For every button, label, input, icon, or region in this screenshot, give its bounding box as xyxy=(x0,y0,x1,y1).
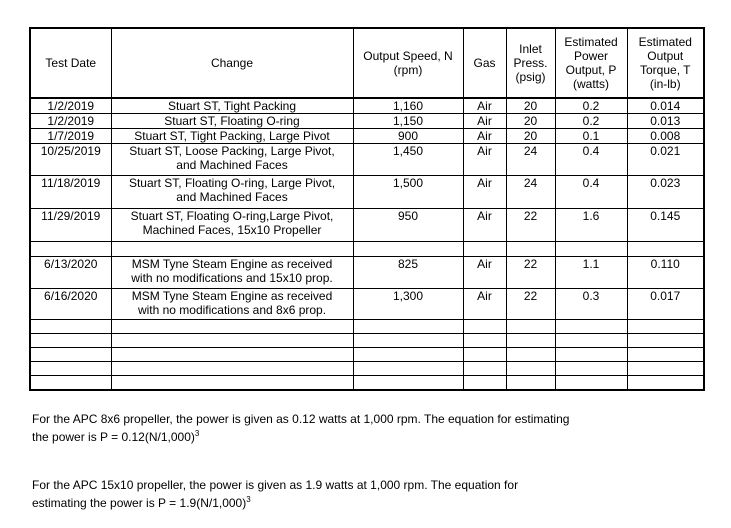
cell-test-date: 11/18/2019 xyxy=(30,176,111,209)
cell-output-speed xyxy=(353,362,463,376)
table-body xyxy=(30,98,704,390)
header-label: (in-lb) xyxy=(649,77,681,91)
cell-power-output: 1.1 xyxy=(555,257,627,289)
cell-change xyxy=(111,176,353,209)
cell-torque xyxy=(627,320,704,334)
table-header-row xyxy=(30,28,704,98)
cell-change xyxy=(111,257,353,289)
cell-change xyxy=(111,334,353,348)
cell-inlet-press xyxy=(506,242,555,257)
cell-inlet-press xyxy=(506,320,555,334)
cell-gas: Air xyxy=(463,114,506,129)
cell-torque xyxy=(627,242,704,257)
cell-change xyxy=(111,144,353,176)
cell-power-output: 0.1 xyxy=(555,129,627,144)
cell-inlet-press: 24 xyxy=(506,176,555,209)
cell-torque xyxy=(627,362,704,376)
change-text-line: Stuart ST, Tight Packing, Large Pivot xyxy=(134,129,330,143)
table-row xyxy=(30,129,704,144)
header-label: Output Speed, N xyxy=(363,49,453,63)
header-inlet-press xyxy=(506,28,555,98)
cell-change xyxy=(111,209,353,242)
cell-output-speed: 1,150 xyxy=(353,114,463,129)
cell-gas: Air xyxy=(463,209,506,242)
cell-torque: 0.023 xyxy=(627,176,704,209)
cell-gas xyxy=(463,348,506,362)
cell-output-speed: 1,500 xyxy=(353,176,463,209)
cell-test-date: 1/2/2019 xyxy=(30,114,111,129)
note-exponent: 3 xyxy=(194,429,200,438)
header-label: Inlet xyxy=(519,42,542,56)
header-label: Test Date xyxy=(45,56,97,70)
cell-change xyxy=(111,114,353,129)
cell-inlet-press: 22 xyxy=(506,209,555,242)
cell-output-speed: 900 xyxy=(353,129,463,144)
cell-power-output xyxy=(555,320,627,334)
header-label: Press. xyxy=(513,56,548,70)
cell-output-speed xyxy=(353,376,463,390)
cell-torque xyxy=(627,348,704,362)
table-row xyxy=(30,376,704,390)
cell-gas: Air xyxy=(463,129,506,144)
header-label: Estimated xyxy=(638,35,692,49)
header-power-output xyxy=(555,28,627,98)
cell-torque xyxy=(627,334,704,348)
change-text-line: and Machined Faces xyxy=(176,158,288,172)
cell-output-speed xyxy=(353,348,463,362)
cell-gas: Air xyxy=(463,289,506,320)
cell-torque: 0.021 xyxy=(627,144,704,176)
cell-torque: 0.013 xyxy=(627,114,704,129)
note-text-line: For the APC 15x10 propeller, the power is given as 1.9 watts at 1,000 rpm. The equation for xyxy=(32,478,519,492)
cell-power-output xyxy=(555,362,627,376)
note-15x10-propeller xyxy=(32,476,672,512)
cell-torque: 0.008 xyxy=(627,129,704,144)
cell-output-speed xyxy=(353,334,463,348)
cell-inlet-press xyxy=(506,348,555,362)
table-row xyxy=(30,114,704,129)
cell-torque: 0.014 xyxy=(627,98,704,114)
cell-gas xyxy=(463,334,506,348)
cell-torque xyxy=(627,376,704,390)
table-row xyxy=(30,348,704,362)
cell-test-date xyxy=(30,320,111,334)
header-torque xyxy=(627,28,704,98)
cell-gas xyxy=(463,376,506,390)
change-text-line: Machined Faces, 15x10 Propeller xyxy=(142,223,322,237)
cell-output-speed: 1,160 xyxy=(353,98,463,114)
header-label: Output xyxy=(647,49,684,63)
cell-test-date: 1/2/2019 xyxy=(30,98,111,114)
cell-test-date xyxy=(30,348,111,362)
cell-inlet-press xyxy=(506,376,555,390)
table-row xyxy=(30,176,704,209)
table-row xyxy=(30,242,704,257)
cell-power-output xyxy=(555,242,627,257)
cell-torque: 0.145 xyxy=(627,209,704,242)
cell-torque: 0.017 xyxy=(627,289,704,320)
cell-gas: Air xyxy=(463,257,506,289)
cell-power-output: 1.6 xyxy=(555,209,627,242)
header-label: Gas xyxy=(473,56,496,70)
cell-torque: 0.110 xyxy=(627,257,704,289)
change-text-line: Stuart ST, Tight Packing xyxy=(167,99,297,113)
cell-inlet-press: 20 xyxy=(506,129,555,144)
cell-inlet-press xyxy=(506,362,555,376)
header-label: Output, P xyxy=(565,63,617,77)
cell-power-output: 0.4 xyxy=(555,144,627,176)
cell-gas: Air xyxy=(463,176,506,209)
header-label: (psig) xyxy=(515,70,546,84)
header-change xyxy=(111,28,353,98)
table-row xyxy=(30,320,704,334)
change-text-line: Stuart ST, Loose Packing, Large Pivot, xyxy=(129,144,335,158)
table-row xyxy=(30,289,704,320)
change-text-line: Stuart ST, Floating O-ring xyxy=(164,114,300,128)
cell-test-date xyxy=(30,334,111,348)
cell-output-speed: 825 xyxy=(353,257,463,289)
change-text-line: Stuart ST, Floating O-ring, Large Pivot, xyxy=(128,176,336,190)
header-label: Power xyxy=(573,49,608,63)
cell-change xyxy=(111,242,353,257)
table-row xyxy=(30,209,704,242)
table-row xyxy=(30,334,704,348)
cell-test-date: 10/25/2019 xyxy=(30,144,111,176)
cell-output-speed: 1,300 xyxy=(353,289,463,320)
table-row xyxy=(30,144,704,176)
note-equation: the power is P = 0.12(N/1,000) xyxy=(32,430,195,444)
table-row xyxy=(30,98,704,114)
cell-inlet-press xyxy=(506,334,555,348)
cell-inlet-press: 20 xyxy=(506,114,555,129)
cell-change xyxy=(111,348,353,362)
change-text-line: MSM Tyne Steam Engine as received xyxy=(131,289,333,303)
cell-change xyxy=(111,289,353,320)
change-text-line: and Machined Faces xyxy=(176,190,288,204)
cell-power-output xyxy=(555,334,627,348)
cell-gas: Air xyxy=(463,144,506,176)
test-log-table xyxy=(29,27,705,391)
header-label: (watts) xyxy=(573,77,609,91)
header-label: Torque, T xyxy=(640,63,691,77)
cell-power-output xyxy=(555,348,627,362)
header-label: (rpm) xyxy=(393,63,423,77)
table-row xyxy=(30,257,704,289)
cell-power-output xyxy=(555,376,627,390)
cell-test-date: 6/16/2020 xyxy=(30,289,111,320)
cell-power-output: 0.2 xyxy=(555,98,627,114)
cell-output-speed: 950 xyxy=(353,209,463,242)
cell-gas xyxy=(463,362,506,376)
cell-test-date xyxy=(30,376,111,390)
cell-change xyxy=(111,320,353,334)
header-test-date xyxy=(30,28,111,98)
cell-test-date xyxy=(30,242,111,257)
cell-inlet-press: 20 xyxy=(506,98,555,114)
cell-inlet-press: 24 xyxy=(506,144,555,176)
note-equation: estimating the power is P = 1.9(N/1,000) xyxy=(32,496,247,510)
cell-gas xyxy=(463,320,506,334)
change-text-line: with no modifications and 15x10 prop. xyxy=(131,271,333,285)
cell-power-output: 0.2 xyxy=(555,114,627,129)
cell-output-speed: 1,450 xyxy=(353,144,463,176)
change-text-line: Stuart ST, Floating O-ring,Large Pivot, xyxy=(130,209,334,223)
change-text-line: MSM Tyne Steam Engine as received xyxy=(131,257,333,271)
cell-inlet-press: 22 xyxy=(506,289,555,320)
note-8x6-propeller xyxy=(32,410,672,446)
cell-test-date: 11/29/2019 xyxy=(30,209,111,242)
note-text-line: For the APC 8x6 propeller, the power is given as 0.12 watts at 1,000 rpm. The equation for estimating xyxy=(32,412,570,426)
cell-change xyxy=(111,376,353,390)
cell-test-date: 1/7/2019 xyxy=(30,129,111,144)
table-row xyxy=(30,362,704,376)
cell-change xyxy=(111,129,353,144)
note-exponent: 3 xyxy=(246,495,251,504)
header-label: Change xyxy=(210,56,254,70)
cell-test-date: 6/13/2020 xyxy=(30,257,111,289)
header-label: Estimated xyxy=(564,35,618,49)
cell-change xyxy=(111,362,353,376)
cell-output-speed xyxy=(353,242,463,257)
cell-gas: Air xyxy=(463,98,506,114)
header-output-speed xyxy=(353,28,463,98)
cell-power-output: 0.4 xyxy=(555,176,627,209)
cell-test-date xyxy=(30,362,111,376)
cell-power-output: 0.3 xyxy=(555,289,627,320)
change-text-line: with no modifications and 8x6 prop. xyxy=(137,303,327,317)
cell-output-speed xyxy=(353,320,463,334)
cell-inlet-press: 22 xyxy=(506,257,555,289)
cell-change xyxy=(111,98,353,114)
cell-gas xyxy=(463,242,506,257)
header-gas xyxy=(463,28,506,98)
